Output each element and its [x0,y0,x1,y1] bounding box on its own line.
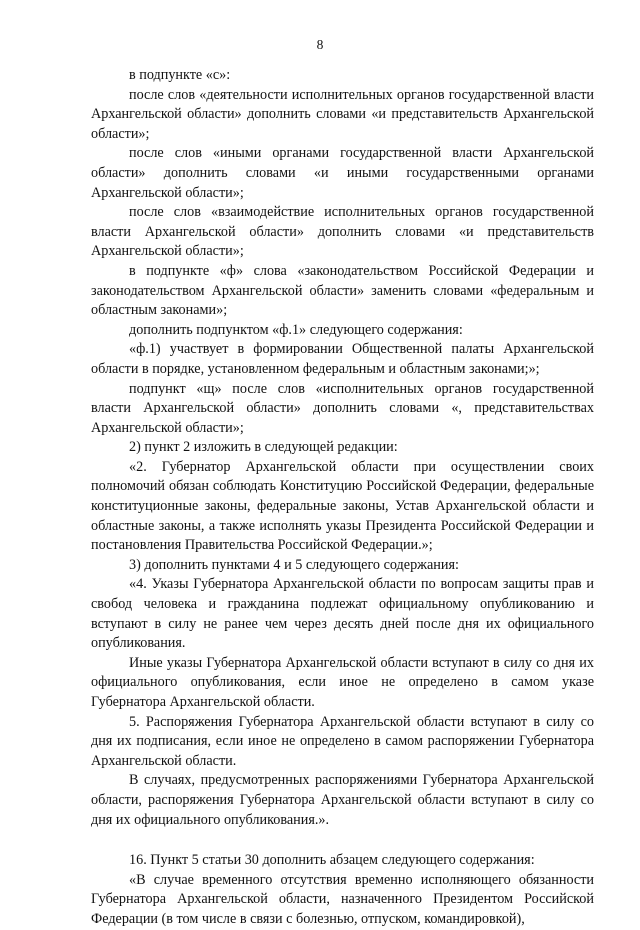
paragraph: «В случае временного отсутствия временно исполняющего обязанности Губернатора Архангельской области, назначенного Президентом Российской Федерации (в том числе в связи с болезнью, отпуском, командировкой), [91,871,594,927]
paragraph: после слов «деятельности исполнительных органов государственной власти Архангельской области» дополнить словами «и представительств Архангельской области»; [91,86,594,142]
paragraph: дополнить подпунктом «ф.1» следующего содержания: [129,321,463,338]
section-heading-paragraph: 16. Пункт 5 статьи 30 дополнить абзацем следующего содержания: [129,852,535,869]
paragraph: «ф.1) участвует в формировании Общественной палаты Архангельской области в порядке, установленном федеральным и областным законами;»; [91,341,594,377]
paragraph: в подпункте «с»: [129,67,231,83]
document-body [91,66,594,930]
paragraph: после слов «иными органами государственной власти Архангельской области» дополнить словами «и иными государственными органами Архангельской области»; [91,145,594,201]
page-number: 8 [316,37,324,52]
paragraph: 3) дополнить пунктами 4 и 5 следующего содержания: [129,556,459,573]
paragraph: «2. Губернатор Архангельской области при осуществлении своих полномочий обязан соблюдать Конституцию Российской Федерации, федеральные конституционные законы, федеральные законы, Устав Архангельской области и областные законы, а также исполнять указы Президента Российской Федерации и постановления Правительства Российской Федерации.»; [91,458,594,554]
paragraph: «4. Указы Губернатора Архангельской области по вопросам защиты прав и свобод человека и гражданина подлежат официальному опубликованию и вступают в силу не ранее чем через десять дней после дня их официального опубликования. [91,576,594,652]
paragraph: В случаях, предусмотренных распоряжениями Губернатора Архангельской области, распоряжения Губернатора Архангельской области вступают в силу со дня их официального опубликования.». [91,772,594,828]
paragraph: Иные указы Губернатора Архангельской области вступают в силу со дня их официального опубликования, если иное не определено в самом указе Губернатора Архангельской области. [91,654,594,710]
paragraph: подпункт «щ» после слов «исполнительных органов государственной власти Архангельской области» дополнить словами «, представительствах Архангельской области»; [91,380,594,436]
paragraph: 5. Распоряжения Губернатора Архангельской области вступают в силу со дня их подписания, если иное не определено в самом распоряжении Губернатора Архангельской области. [91,713,594,769]
paragraph: 2) пункт 2 изложить в следующей редакции: [129,439,398,456]
paragraph: в подпункте «ф» слова «законодательством Российской Федерации и законодательством Архангельской области» заменить словами «федеральным и областным законами»; [91,262,594,319]
paragraph: после слов «взаимодействие исполнительных органов государственной власти Архангельской области» дополнить словами «и представительств Архангельской области»; [91,204,594,260]
